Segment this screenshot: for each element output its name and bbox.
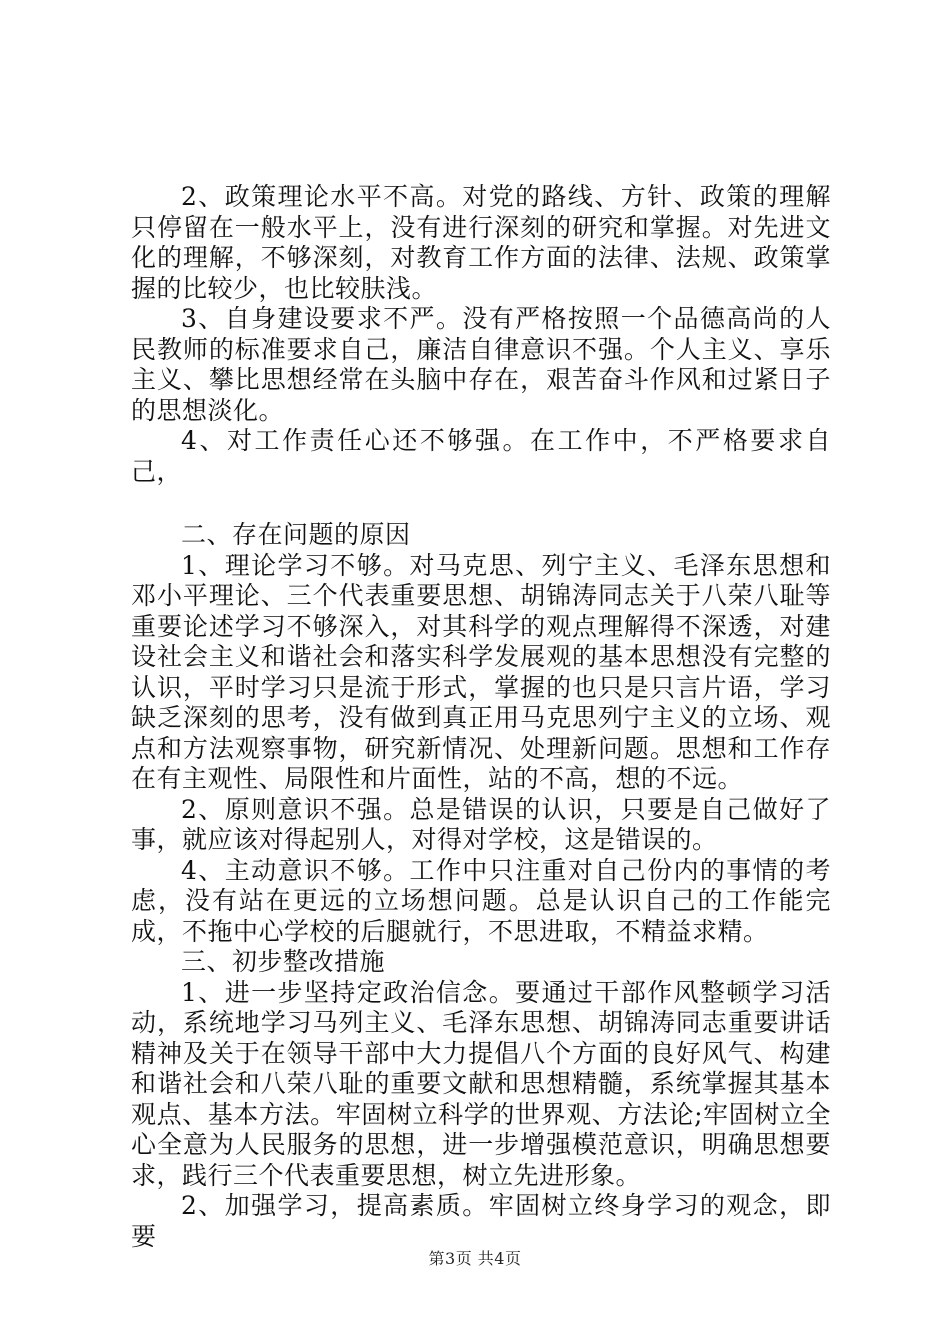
paragraph-responsibility: 4、对工作责任心还不够强。在工作中，不严格要求自己， — [131, 426, 831, 486]
document-body — [131, 182, 831, 1252]
section-heading-causes: 二、存在问题的原因 — [181, 520, 411, 549]
paragraph-initiative-awareness: 4、主动意识不够。工作中只注重对自己份内的事情的考虑，没有站在更远的立场想问题。总是认识自己的工作能完成，不拖中心学校的后腿就行，不思进取，不精益求精。 — [131, 855, 831, 946]
paragraph-gap — [131, 487, 831, 520]
paragraph-strengthen-study: 2、加强学习，提高素质。牢固树立终身学习的观念，即要 — [131, 1191, 831, 1251]
page-number-footer: 第3页 共4页 — [428, 1249, 522, 1268]
paragraph-theory-study: 1、理论学习不够。对马克思、列宁主义、毛泽东思想和邓小平理论、三个代表重要思想、胡锦涛同志关于八荣八耻等重要论述学习不够深入，对其科学的观点理解得不深透，对建设社会主义和谐社会和落实科学发展观的基本思想没有完整的认识，平时学习只是流于形式，掌握的也只是只言片语，学习缺乏深刻的思考，没有做到真正用马克思列宁主义的立场、观点和方法观察事物，研究新情况、处理新问题。思想和工作存在有主观性、局限性和片面性，站的不高，想的不远。 — [131, 550, 831, 793]
section-heading-measures: 三、初步整改措施 — [181, 947, 386, 976]
paragraph-self-discipline: 3、自身建设要求不严。没有严格按照一个品德高尚的人民教师的标准要求自己，廉洁自律意识不强。个人主义、享乐主义、攀比思想经常在头脑中存在，艰苦奋斗作风和过紧日子的思想淡化。 — [131, 304, 831, 425]
paragraph-political-belief: 1、进一步坚持定政治信念。要通过干部作风整顿学习活动，系统地学习马列主义、毛泽东思想、胡锦涛同志重要讲话精神及关于在领导干部中大力提倡八个方面的良好风气、构建和谐社会和八荣八耻的重要文献和思想精髓，系统掌握其基本观点、基本方法。牢固树立科学的世界观、方法论;牢固树立全心全意为人民服务的思想，进一步增强模范意识，明确思想要求，践行三个代表重要思想，树立先进形象。 — [131, 977, 831, 1190]
paragraph-policy-theory: 2、政策理论水平不高。对党的路线、方针、政策的理解只停留在一般水平上，没有进行深刻的研究和掌握。对先进文化的理解，不够深刻，对教育工作方面的法律、法规、政策掌握的比较少，也比较肤浅。 — [131, 182, 831, 303]
paragraph-principle-awareness: 2、原则意识不强。总是错误的认识，只要是自己做好了事，就应该对得起别人，对得对学校，这是错误的。 — [131, 794, 831, 854]
